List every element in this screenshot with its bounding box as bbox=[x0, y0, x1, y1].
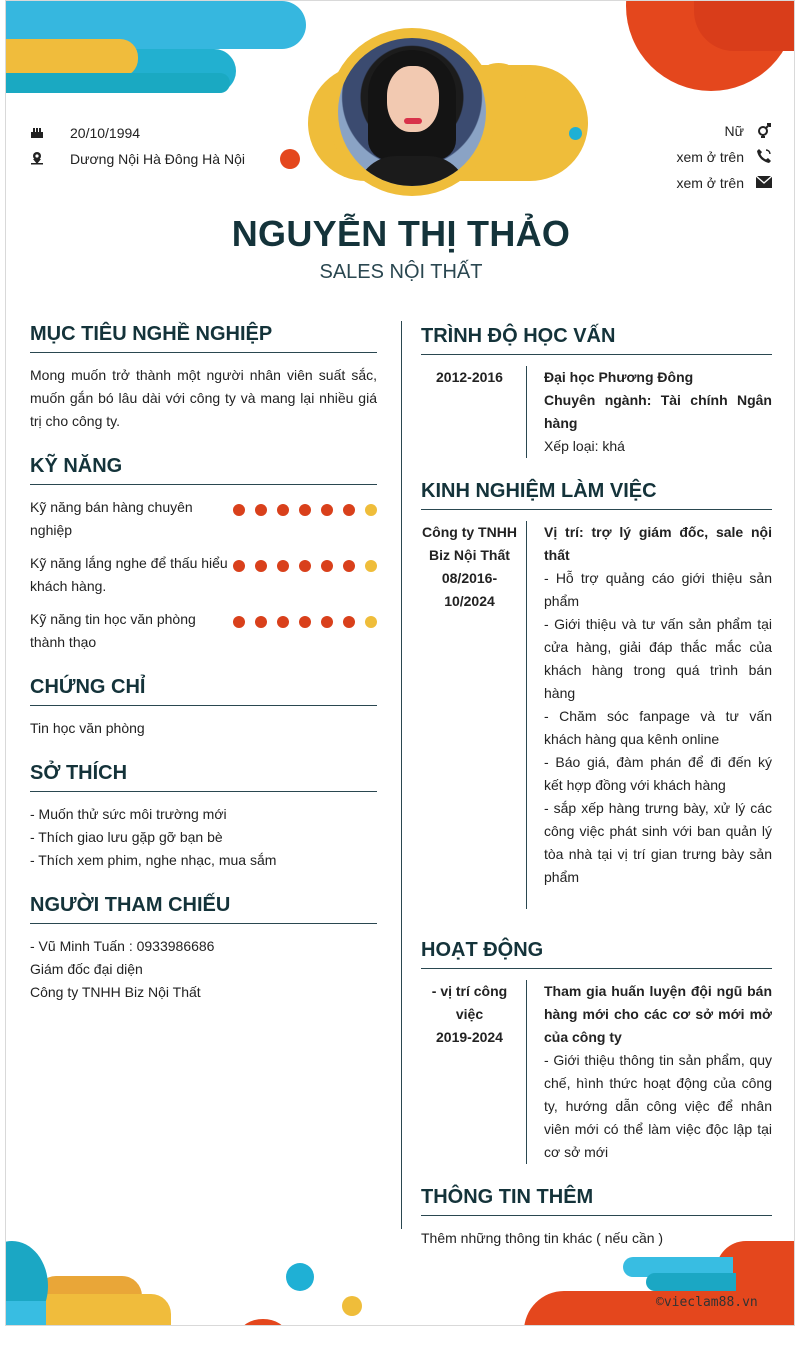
certificates-section bbox=[30, 676, 377, 740]
gender-icon bbox=[744, 122, 772, 141]
section-title: CHỨNG CHỈ bbox=[30, 676, 377, 706]
references-section bbox=[30, 894, 377, 1004]
contact-right bbox=[676, 118, 772, 196]
skills-section bbox=[30, 455, 377, 654]
right-column bbox=[421, 325, 772, 1272]
birthday-text: 20/10/1994 bbox=[70, 125, 141, 141]
rating-dot-filled bbox=[343, 616, 355, 628]
avatar bbox=[338, 38, 486, 186]
decor-dot-blue bbox=[286, 1263, 314, 1291]
section-title: NGƯỜI THAM CHIẾU bbox=[30, 894, 377, 924]
envelope-icon bbox=[744, 175, 772, 191]
decor-dot-yellow-bottom bbox=[342, 1296, 362, 1316]
cake-icon bbox=[30, 125, 70, 142]
hobby-line: - Muốn thử sức môi trường mới bbox=[30, 806, 227, 822]
duty-line: - sắp xếp hàng trưng bày, xử lý các công việc phát sinh với ban quản lý tòa nhà tại vị trí gian trưng bày sản phẩm bbox=[544, 800, 772, 885]
section-title: KINH NGHIỆM LÀM VIỆC bbox=[421, 480, 772, 510]
rating-dot-filled bbox=[299, 616, 311, 628]
full-name: NGUYỄN THỊ THẢO bbox=[231, 213, 571, 254]
activity-text: - Giới thiệu thông tin sản phẩm, quy chế, hình thức hoạt động của công ty, hướng dẫn công việc để nhân viên mới có thể làm việc độc lập tại cơ sở mới bbox=[544, 1052, 772, 1160]
contact-left bbox=[30, 120, 245, 172]
major: Chuyên ngành: Tài chính Ngân hàng bbox=[544, 392, 772, 431]
rating-dot-filled bbox=[321, 504, 333, 516]
skill-rating bbox=[233, 552, 377, 598]
phone-row bbox=[676, 144, 772, 170]
left-column bbox=[30, 323, 377, 1026]
rating-dot-filled bbox=[233, 560, 245, 572]
section-title: KỸ NĂNG bbox=[30, 455, 377, 485]
experience-entry bbox=[421, 521, 772, 909]
activity-headline: Tham gia huấn luyện đội ngũ bán hàng mới cho các cơ sở mới mở của công ty bbox=[544, 983, 772, 1045]
rating-dot-filled bbox=[255, 560, 267, 572]
skill-rating bbox=[233, 608, 377, 654]
rating-dot-filled bbox=[299, 504, 311, 516]
objective-section bbox=[30, 323, 377, 433]
decor-blob-teal bbox=[6, 73, 230, 93]
extra-text: Thêm những thông tin khác ( nếu cần ) bbox=[421, 1230, 664, 1246]
skill-name: Kỹ năng lắng nghe để thấu hiểu khách hàng. bbox=[30, 555, 228, 594]
duty-line: - Hỗ trợ quảng cáo giới thiệu sản phẩm bbox=[544, 570, 772, 609]
rating-dot-filled bbox=[233, 616, 245, 628]
rating-dot-empty bbox=[365, 560, 377, 572]
decor-bar-teal bbox=[646, 1273, 736, 1291]
rating-dot-filled bbox=[255, 504, 267, 516]
experience-period: 08/2016-10/2024 bbox=[441, 570, 498, 609]
rating-dot-filled bbox=[233, 504, 245, 516]
skill-name: Kỹ năng tin học văn phòng thành thạo bbox=[30, 611, 196, 650]
watermark: ©vieclam88.vn bbox=[656, 1295, 758, 1310]
activity-period: 2019-2024 bbox=[436, 1029, 503, 1045]
decor-semicircle-red bbox=[240, 1319, 286, 1326]
decor-blob-yellow bbox=[6, 39, 138, 77]
cv-page bbox=[5, 0, 795, 1326]
email-text: xem ở trên bbox=[676, 175, 744, 191]
hobby-line: - Thích xem phim, nghe nhạc, mua sắm bbox=[30, 852, 277, 868]
duty-line: - Báo giá, đàm phán để đi đến ký kết hợp đồng với khách hàng bbox=[544, 754, 772, 793]
hobby-line: - Thích giao lưu gặp gỡ bạn bè bbox=[30, 829, 223, 845]
skill-name: Kỹ năng bán hàng chuyên nghiệp bbox=[30, 499, 193, 538]
position: Vị trí: trợ lý giám đốc, sale nội thất bbox=[544, 524, 772, 563]
section-title: SỞ THÍCH bbox=[30, 762, 377, 792]
email-row bbox=[676, 170, 772, 196]
extra-section bbox=[421, 1186, 772, 1250]
skills-list bbox=[30, 496, 377, 654]
address-row bbox=[30, 146, 245, 172]
gender-row bbox=[676, 118, 772, 144]
hobbies-section bbox=[30, 762, 377, 872]
duty-line: - Giới thiệu và tư vấn sản phẩm tại cửa hàng, giải đáp thắc mắc của khách hàng trong quá trình bán hàng bbox=[544, 616, 772, 701]
duty-line: - Chăm sóc fanpage và tư vấn khách hàng qua kênh online bbox=[544, 708, 772, 747]
rating-dot-filled bbox=[277, 504, 289, 516]
activity-role: - vị trí công việc bbox=[431, 983, 508, 1022]
skill-row bbox=[30, 552, 377, 598]
skill-rating bbox=[233, 496, 377, 542]
rating-dot-filled bbox=[277, 616, 289, 628]
reference-line: Công ty TNHH Biz Nội Thất bbox=[30, 984, 201, 1000]
phone-text: xem ở trên bbox=[676, 149, 744, 165]
rating-dot-filled bbox=[299, 560, 311, 572]
certificate-text: Tin học văn phòng bbox=[30, 720, 145, 736]
decor-dot-red bbox=[280, 149, 300, 169]
experience-section bbox=[421, 480, 772, 909]
grade: Xếp loại: khá bbox=[544, 438, 625, 454]
phone-icon bbox=[744, 148, 772, 167]
decor-block-cyan bbox=[6, 1301, 46, 1326]
rating-dot-filled bbox=[277, 560, 289, 572]
gender-text: Nữ bbox=[724, 123, 744, 139]
section-title: TRÌNH ĐỘ HỌC VẤN bbox=[421, 325, 772, 355]
education-entry bbox=[421, 366, 772, 458]
reference-line: Giám đốc đại diện bbox=[30, 961, 143, 977]
rating-dot-empty bbox=[365, 504, 377, 516]
skill-row bbox=[30, 496, 377, 542]
activities-section bbox=[421, 939, 772, 1164]
company-name: Công ty TNHH Biz Nội Thất bbox=[422, 524, 517, 563]
job-title: SALES NỘI THẤT bbox=[319, 261, 483, 283]
rating-dot-empty bbox=[365, 616, 377, 628]
objective-text: Mong muốn trở thành một người nhân viên suất sắc, muốn gắn bó lâu dài với công ty và mang lại nhiều giá trị cho công ty. bbox=[30, 367, 377, 429]
birthday-row bbox=[30, 120, 245, 146]
activity-entry bbox=[421, 980, 772, 1164]
section-title: HOẠT ĐỘNG bbox=[421, 939, 772, 969]
education-section bbox=[421, 325, 772, 458]
rating-dot-filled bbox=[321, 560, 333, 572]
decor-dot-teal bbox=[569, 127, 582, 140]
rating-dot-filled bbox=[321, 616, 333, 628]
school-name: Đại học Phương Đông bbox=[544, 369, 694, 385]
skill-row bbox=[30, 608, 377, 654]
section-title: MỤC TIÊU NGHỀ NGHIỆP bbox=[30, 323, 377, 353]
decor-dot-yellow bbox=[531, 68, 556, 93]
column-divider bbox=[401, 321, 402, 1229]
reference-line: - Vũ Minh Tuấn : 0933986686 bbox=[30, 938, 215, 954]
education-period: 2012-2016 bbox=[436, 369, 503, 385]
address-text: Dương Nội Hà Đông Hà Nội bbox=[70, 151, 245, 167]
location-pin-icon bbox=[30, 151, 70, 168]
rating-dot-filled bbox=[255, 616, 267, 628]
section-title: THÔNG TIN THÊM bbox=[421, 1186, 772, 1216]
rating-dot-filled bbox=[343, 560, 355, 572]
rating-dot-filled bbox=[343, 504, 355, 516]
